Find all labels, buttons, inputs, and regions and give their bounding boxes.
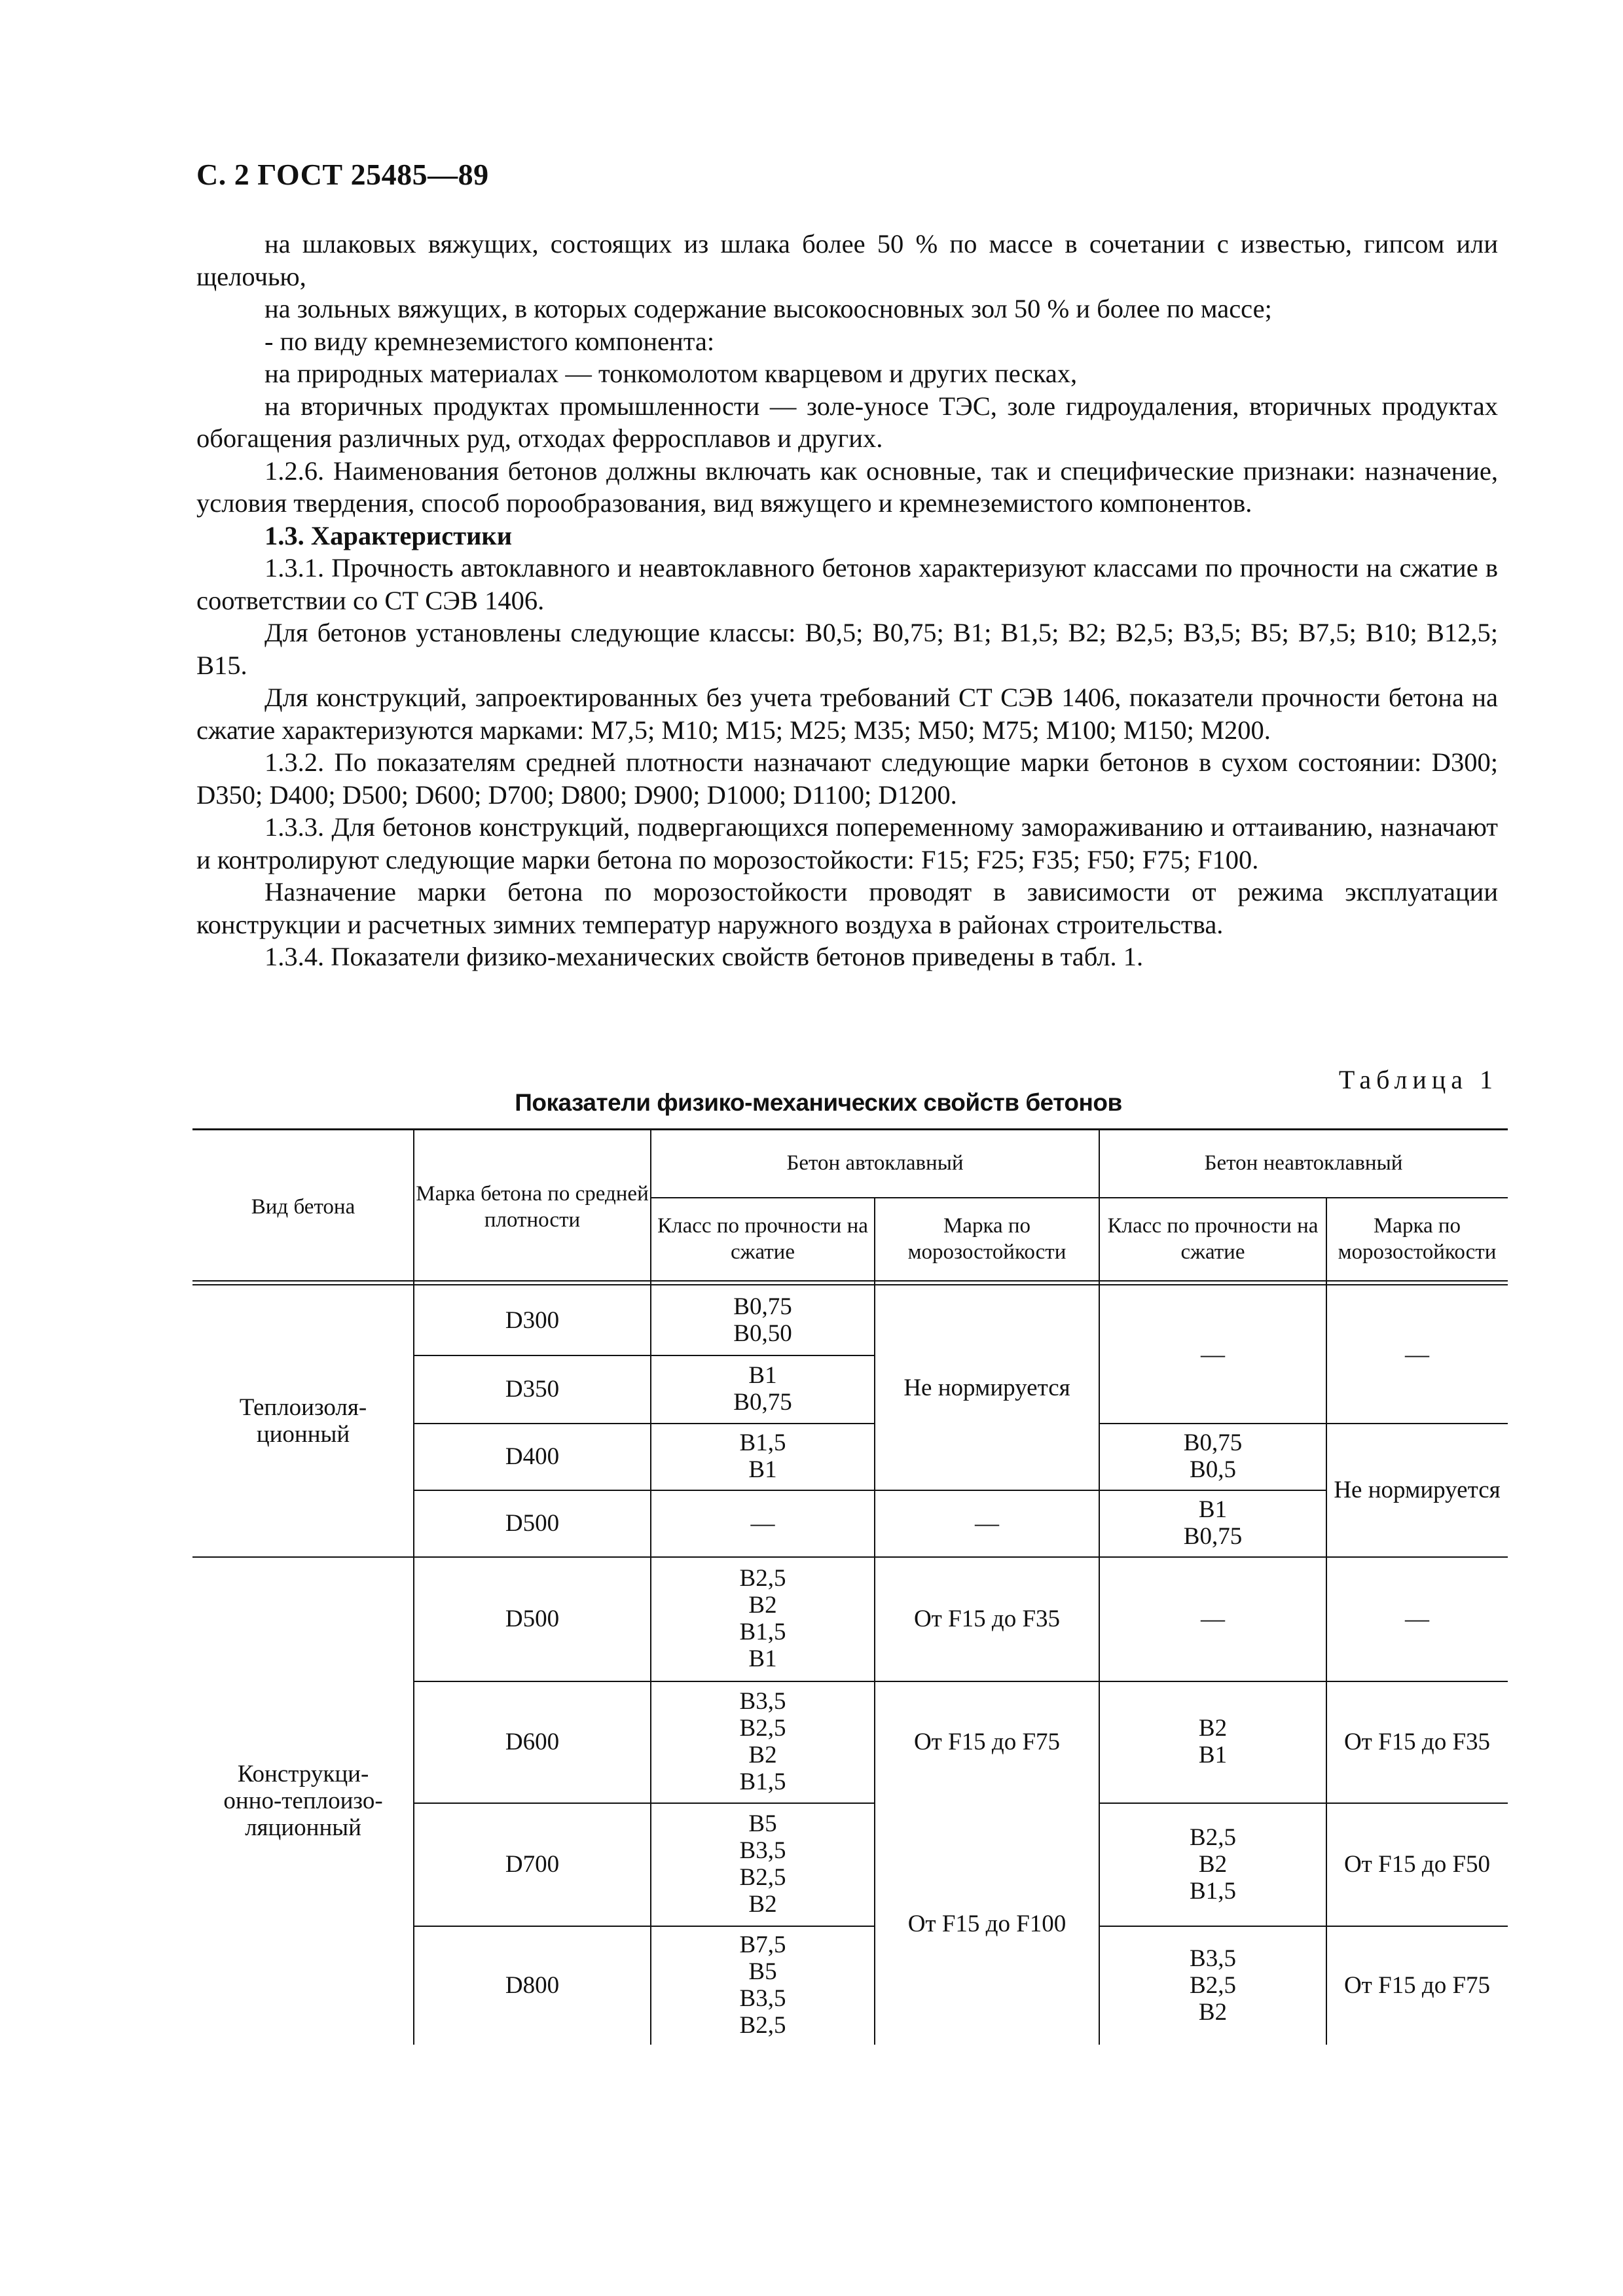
cell-text: D800	[505, 1971, 560, 1999]
cell-text: В1	[1198, 1742, 1228, 1768]
cell-text: В5	[748, 1958, 777, 1985]
cell-text: Бетон неавтоклавный	[1204, 1151, 1403, 1175]
paragraph: 1.3.4. Показатели физико-механических свойств бетонов приведены в табл. 1.	[264, 942, 1144, 971]
body-text	[196, 228, 1498, 973]
cell-text: В1	[748, 1362, 777, 1389]
cell-text: Не нормируется	[903, 1374, 1070, 1401]
cell-text: В3,5	[739, 1837, 786, 1864]
auto-class-cell	[651, 1681, 875, 1803]
cell-text: В2,5	[739, 1864, 786, 1891]
cell-text: В0,75	[733, 1389, 792, 1416]
cell-text: В0,75	[733, 1293, 792, 1320]
merged-non-frost-top	[1326, 1285, 1508, 1423]
paragraph: Назначение марки бетона по морозостойкости проводят в зависимости от режима эксплуатации конструкции и расчетных зимних температур наружного воздуха в районах строительства.	[196, 877, 1498, 939]
cell-text: В2,5	[1190, 1823, 1236, 1851]
cell-text: Марка бетона по средней плотности	[416, 1182, 649, 1232]
section-heading: 1.3. Характеристики	[264, 520, 513, 550]
auto-class-cell	[651, 1423, 875, 1490]
cell-text: D700	[505, 1850, 560, 1878]
table-number: Таблица 1	[1338, 1065, 1498, 1094]
cell-text: Вид бетона	[251, 1195, 356, 1219]
cell-text: Класс по прочности на сжатие	[1107, 1213, 1319, 1264]
cell-text: От F15 до F50	[1343, 1850, 1491, 1878]
header-auto-frost	[875, 1197, 1099, 1280]
non-class-cell	[1099, 1490, 1326, 1556]
cell-text: В3,5	[1190, 1945, 1236, 1972]
merged-auto-frost-structural	[875, 1803, 1099, 2045]
density-grade-cell	[414, 1803, 651, 1926]
auto-class-cell	[651, 1803, 875, 1926]
page-header: С. 2 ГОСТ 25485—89	[196, 158, 489, 191]
paragraph: 1.2.6. Наименования бетонов должны включать как основные, так и специфические признаки: назначение, условия твердения, способ порообразования, вид вяжущего и кремнеземистого компонентов.	[196, 456, 1498, 518]
cell-text: В0,75	[1183, 1523, 1243, 1550]
cell-text: В7,5	[739, 1931, 786, 1958]
paragraph: 1.3.3. Для бетонов конструкций, подвергающихся попеременному замораживанию и оттаиванию, назначают и контролируют следующие марки бетона по морозостойкости: F15; F25; F35; F50; F75; F100.	[196, 812, 1498, 874]
cell-text: Конструкци-	[237, 1760, 369, 1787]
density-grade-cell	[414, 1423, 651, 1490]
concrete-type-structural	[192, 1556, 414, 2045]
cell-text: —	[975, 1509, 999, 1537]
paragraph: Для бетонов установлены следующие классы: В0,5; В0,75; В1; В1,5; В2; В2,5; В3,5; В5; В7,5; В10; В12,5; В15.	[196, 618, 1498, 680]
cell-text: В1,5	[739, 1768, 786, 1795]
non-class-cell	[1099, 1556, 1326, 1681]
cell-text: D500	[505, 1509, 560, 1537]
cell-text: Теплоизоля-	[239, 1394, 367, 1421]
cell-text: ляционный	[245, 1814, 361, 1841]
cell-text: Марка по морозостойкости	[1338, 1213, 1497, 1264]
cell-text: В1	[1198, 1496, 1228, 1523]
cell-text: В2,5	[739, 1565, 786, 1592]
table-title	[0, 1089, 1623, 1117]
cell-text: В2	[748, 1742, 777, 1768]
merged-non-frost-bottom	[1326, 1423, 1508, 1556]
paragraph: 1.3.1. Прочность автоклавного и неавтоклавного бетонов характеризуют классами по прочности на сжатие в соответствии со СТ СЭВ 1406.	[196, 553, 1498, 615]
cell-text: —	[1405, 1340, 1429, 1368]
paragraph: - по виду кремнеземистого компонента:	[264, 326, 715, 356]
concrete-type-insulating	[192, 1285, 414, 1556]
merged-non-class-top	[1099, 1285, 1326, 1423]
non-frost-cell	[1326, 1556, 1508, 1681]
cell-text: ционный	[256, 1421, 350, 1448]
cell-text: В2	[1198, 1715, 1228, 1742]
cell-text: Не нормируется	[1334, 1476, 1501, 1503]
cell-text: От F15 до F35	[1343, 1728, 1491, 1755]
cell-text: В1,5	[739, 1619, 786, 1645]
cell-text: В2	[748, 1592, 777, 1619]
cell-text: D350	[505, 1375, 560, 1403]
header-non-autoclave	[1099, 1128, 1508, 1197]
table-title-text: Показатели физико-механических свойств бетонов	[515, 1089, 1122, 1116]
cell-text: В3,5	[739, 1688, 786, 1715]
cell-text: В0,50	[733, 1320, 792, 1347]
density-grade-cell	[414, 1355, 651, 1423]
paragraph: на шлаковых вяжущих, состоящих из шлака более 50 % по массе в сочетании с известью, гипсом или щелочью,	[196, 229, 1498, 291]
non-class-cell	[1099, 1803, 1326, 1926]
non-frost-cell	[1326, 1803, 1508, 1926]
auto-class-cell	[651, 1490, 875, 1556]
auto-class-cell	[651, 1355, 875, 1423]
auto-class-cell	[651, 1926, 875, 2045]
paragraph: Для конструкций, запроектированных без учета требований СТ СЭВ 1406, показатели прочности бетона на сжатие характеризуются марками: М7,5; М10; М15; М25; М35; М50; М75; М100; М150; М200.	[196, 683, 1498, 745]
header-type	[192, 1128, 414, 1285]
cell-text: D300	[505, 1306, 560, 1334]
cell-text: —	[1201, 1340, 1225, 1368]
non-frost-cell	[1326, 1926, 1508, 2045]
density-grade-cell	[414, 1681, 651, 1803]
cell-text: В2	[1198, 1998, 1228, 2026]
header-density	[414, 1128, 651, 1285]
cell-text: В2	[748, 1891, 777, 1918]
cell-text: В1,5	[1190, 1877, 1236, 1905]
paragraph: на природных материалах — тонкомолотом кварцевом и других песках,	[264, 359, 1078, 388]
header-non-class	[1099, 1197, 1326, 1280]
auto-frost-cell	[875, 1490, 1099, 1556]
cell-text: В3,5	[739, 1985, 786, 2012]
cell-text: D400	[505, 1443, 560, 1470]
density-grade-cell	[414, 1285, 651, 1355]
non-class-cell	[1099, 1423, 1326, 1490]
cell-text: От F15 до F75	[913, 1728, 1061, 1755]
cell-text: В0,5	[1190, 1456, 1236, 1483]
density-grade-cell	[414, 1926, 651, 2045]
cell-text: В1,5	[739, 1429, 786, 1456]
cell-text: —	[1201, 1605, 1225, 1632]
cell-text: —	[750, 1509, 775, 1537]
cell-text: Бетон автоклавный	[786, 1151, 964, 1175]
cell-text: В2	[1198, 1850, 1228, 1878]
non-class-cell	[1099, 1681, 1326, 1803]
cell-text: онно-теплоизо-	[223, 1787, 383, 1814]
auto-class-cell	[651, 1285, 875, 1355]
header-non-frost	[1326, 1197, 1508, 1280]
cell-text: От F15 до F100	[907, 1910, 1067, 1937]
cell-text: D500	[505, 1605, 560, 1632]
density-grade-cell	[414, 1490, 651, 1556]
header-autoclave	[651, 1128, 1099, 1197]
cell-text: От F15 до F75	[1343, 1971, 1491, 1999]
cell-text: Класс по прочности на сжатие	[657, 1213, 868, 1264]
properties-table	[192, 1128, 1508, 2045]
cell-text: В1	[748, 1456, 777, 1483]
cell-text: В2,5	[739, 1715, 786, 1742]
paragraph: на зольных вяжущих, в которых содержание высокоосновных зол 50 % и более по массе;	[264, 294, 1272, 323]
header-auto-class	[651, 1197, 875, 1280]
cell-text: —	[1405, 1605, 1429, 1632]
cell-text: От F15 до F35	[913, 1605, 1061, 1632]
non-class-cell	[1099, 1926, 1326, 2045]
paragraph: 1.3.2. По показателям средней плотности назначают следующие марки бетонов в сухом состоянии: D300; D350; D400; D500; D600; D700; D800; D900; D1000; D1100; D1200.	[196, 747, 1498, 810]
cell-text: D600	[505, 1728, 560, 1755]
non-frost-cell	[1326, 1681, 1508, 1803]
cell-text: В0,75	[1183, 1429, 1243, 1456]
auto-frost-cell	[875, 1556, 1099, 1681]
paragraph: на вторичных продуктах промышленности — золе-уносе ТЭС, золе гидроудаления, вторичных продуктах обогащения различных руд, отходах ферросплавов и других.	[196, 391, 1498, 453]
cell-text: В1	[748, 1645, 777, 1672]
auto-class-cell	[651, 1556, 875, 1681]
cell-text: В5	[748, 1810, 777, 1837]
density-grade-cell	[414, 1556, 651, 1681]
merged-auto-frost-insulating	[875, 1285, 1099, 1490]
cell-text: В2,5	[1190, 1971, 1236, 1999]
auto-frost-cell	[875, 1681, 1099, 1803]
cell-text: Марка по морозостойкости	[907, 1213, 1067, 1264]
cell-text: В2,5	[739, 2012, 786, 2039]
